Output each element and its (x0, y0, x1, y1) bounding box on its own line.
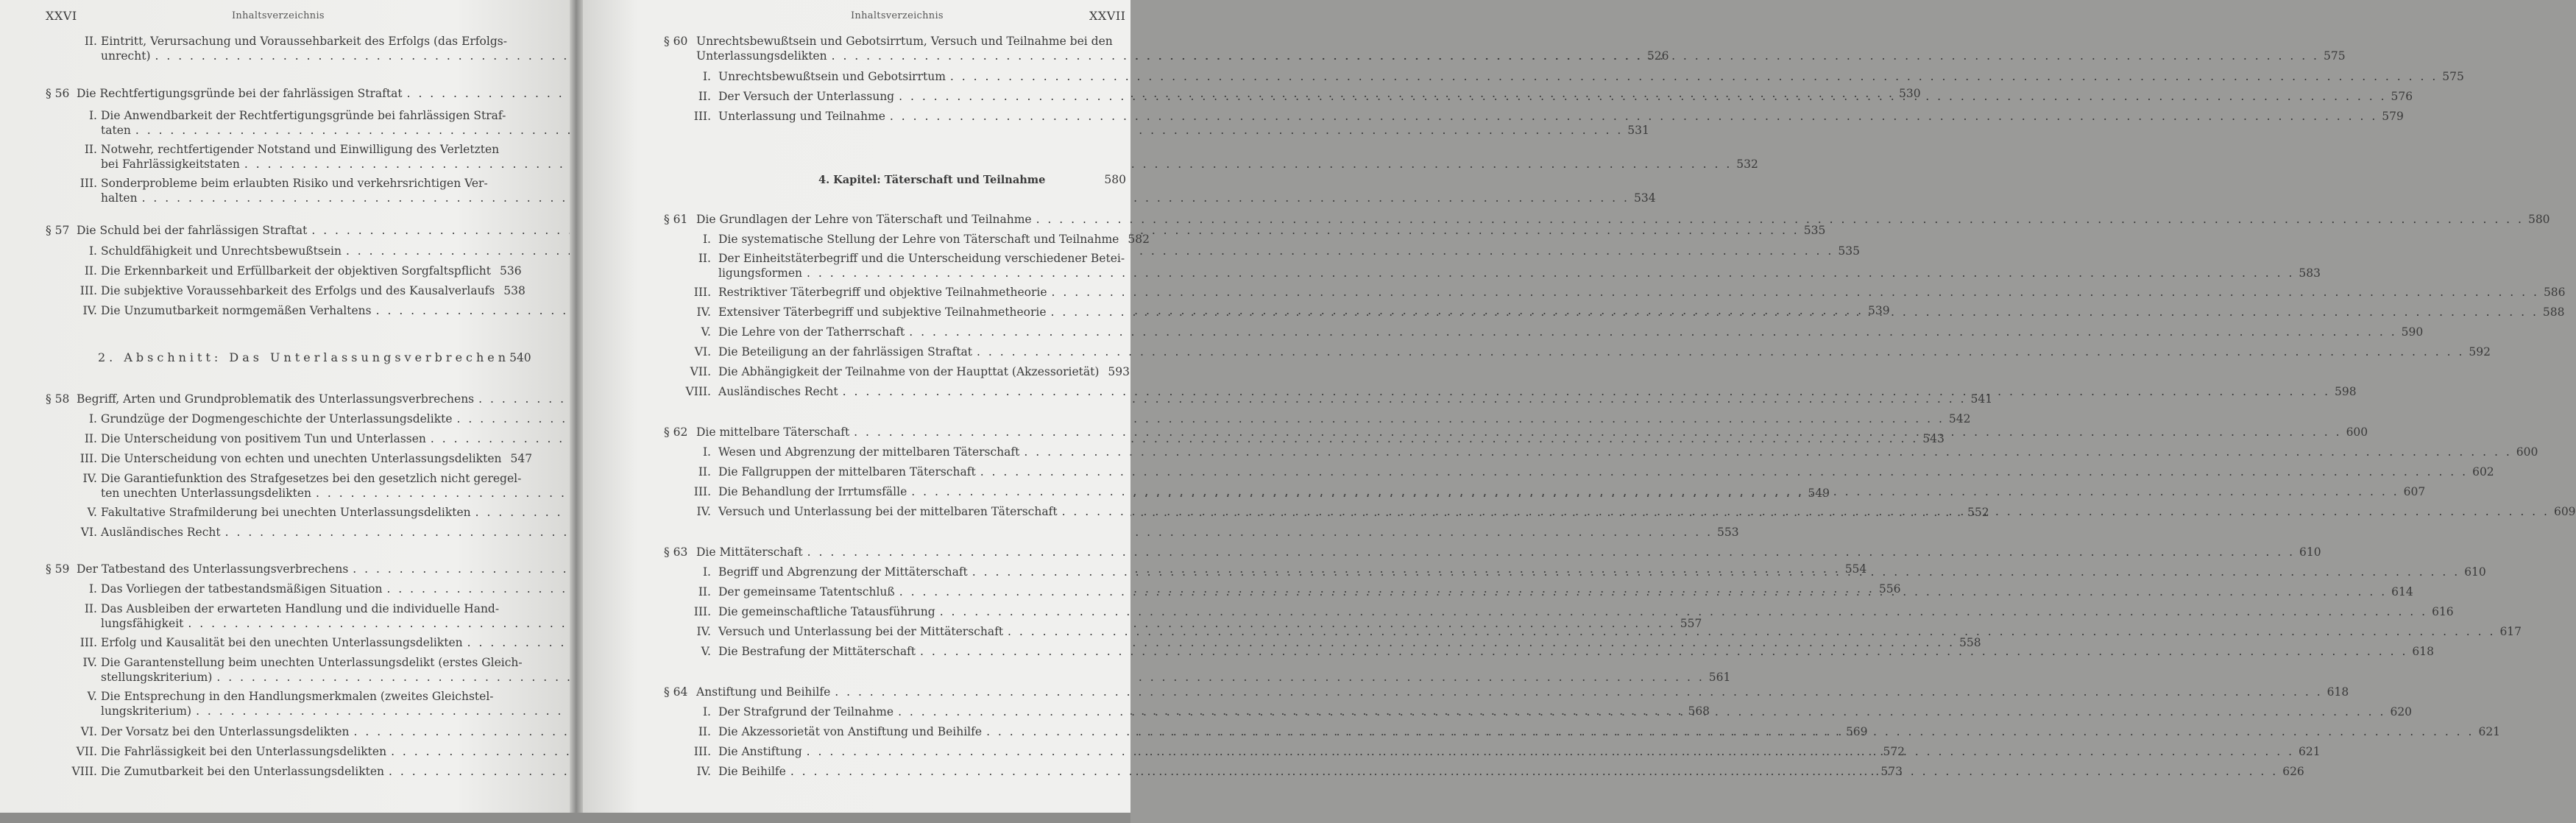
entry-title: stellungskriterium) (101, 671, 213, 684)
dot-leader (980, 465, 2468, 479)
subsection-number: I. (88, 244, 97, 258)
entry-title: Die Bestrafung der Mittäterschaft (718, 645, 916, 658)
page-ref: 549 (1808, 487, 1830, 500)
subsection-number: IV. (696, 305, 711, 319)
subsection-number: IV. (82, 304, 97, 317)
page-ref: 582 (1128, 233, 1150, 246)
entry-title: Ausländisches Recht (718, 385, 838, 398)
subsection-number: II. (698, 465, 711, 478)
page-ref: 547 (510, 452, 533, 465)
page-ref: 532 (1736, 158, 1758, 171)
subsection-number: II. (698, 90, 711, 103)
entry-title: Die gemeinschaftliche Tatausführung (718, 605, 935, 618)
page-ref: 621 (2478, 725, 2501, 738)
dot-leader (986, 724, 2474, 739)
subsection-number: VII. (690, 365, 711, 378)
subsection-number: VI. (80, 725, 97, 738)
entry-title: Die Beihilfe (718, 765, 786, 778)
dot-leader (950, 69, 2438, 84)
page-ref: 614 (2391, 585, 2413, 598)
subsection-number: III. (79, 452, 97, 465)
entry-title: Die mittelbare Täterschaft (696, 425, 850, 439)
subsection-number: VIII. (71, 765, 97, 778)
subsection-number: III. (79, 177, 97, 190)
subsection-number: I. (702, 565, 711, 579)
page-ref: 540 (509, 351, 531, 364)
entry-title: Unrechtsbewußtsein und Gebotsirrtum, Versuch und Teilnahme bei den (696, 35, 1113, 48)
page-ref: 542 (1948, 412, 1971, 425)
page-ref: 600 (2516, 445, 2538, 459)
dot-leader (890, 109, 2377, 124)
page-ref: 610 (2464, 565, 2486, 579)
subsection-number: II. (84, 264, 97, 278)
subsection-number: I. (88, 412, 97, 425)
entry-title: Die Erkennbarkeit und Erfüllbarkeit der objektiven Sorgfaltspflicht (101, 264, 492, 278)
subsection-number: V. (701, 645, 711, 658)
entry-title: Wesen und Abgrenzung der mittelbaren Täterschaft (718, 445, 1020, 459)
subsection-number: I. (702, 70, 711, 83)
entry-title: Die Rechtfertigungsgründe bei der fahrlässigen Straftat (77, 87, 403, 100)
paragraph-number: § 58 (46, 392, 70, 406)
entry-title: Das Vorliegen der tatbestandsmäßigen Situation (101, 582, 383, 596)
book-gutter (570, 0, 583, 823)
chapter-title: 4. Kapitel: Täterschaft und Teilnahme (818, 174, 1046, 186)
entry-title: Ausländisches Recht (101, 526, 221, 539)
dot-leader (807, 744, 2294, 759)
page-ref: 621 (2299, 745, 2321, 758)
subsection-number: III. (79, 284, 97, 297)
page-ref: 626 (2282, 765, 2304, 778)
entry-title: Die Lehre von der Tatherrschaft (718, 325, 905, 339)
section-title: 2. Abschnitt: Das Unterlassungsverbrechen (98, 350, 510, 364)
entry-title: Die Fahrlässigkeit bei den Unterlassungsdelikten (101, 745, 387, 758)
entry-title: Schuldfähigkeit und Unrechtsbewußtsein (101, 244, 342, 258)
page-ref: 531 (1627, 124, 1649, 137)
page-ref: 572 (1883, 745, 1906, 758)
dot-leader (1052, 285, 2539, 300)
entry-title: lungsfähigkeit (101, 617, 184, 630)
subsection-number: I. (88, 582, 97, 596)
subsection-number: V. (701, 325, 711, 339)
entry-title: Anstiftung und Beihilfe (696, 685, 831, 699)
dot-leader (899, 89, 2386, 104)
subsection-number: I. (702, 445, 711, 459)
dot-leader (843, 384, 2330, 399)
subsection-number: VIII. (685, 385, 711, 398)
subsection-number: IV. (696, 625, 711, 638)
subsection-number: III. (693, 605, 711, 618)
page-ref: 602 (2472, 465, 2494, 478)
subsection-number: II. (84, 143, 97, 156)
page-ref: 569 (1845, 725, 1868, 738)
dot-leader (832, 49, 2319, 63)
page-ref: 583 (2299, 266, 2321, 280)
dot-leader (807, 545, 2295, 559)
paragraph-number: § 62 (664, 425, 688, 439)
entry-title: Unterlassungsdelikten (696, 49, 827, 63)
page-ref: 556 (1878, 582, 1901, 596)
entry-title: Die subjektive Voraussehbarkeit des Erfolgs und des Kausalverlaufs (101, 284, 495, 297)
page-ref: 557 (1680, 617, 1702, 630)
entry-title: Die Abhängigkeit der Teilnahme von der Haupttat (Akzessorietät) (718, 365, 1100, 378)
entry-title: Die Entsprechung in den Handlungsmerkmalen (zweites Gleichstel- (101, 690, 494, 703)
subsection-number: II. (84, 602, 97, 615)
paragraph-number: § 59 (46, 562, 70, 576)
dot-leader (920, 644, 2407, 659)
dot-leader (1024, 445, 2511, 459)
page-ref: 543 (1922, 432, 1945, 445)
entry-title: Die Anstiftung (718, 745, 802, 758)
entry-title: Notwehr, rechtfertigender Notstand und Einwilligung des Verletzten (101, 143, 500, 156)
subsection-number: III. (693, 745, 711, 758)
subsection-number: VII. (76, 745, 97, 758)
page-ref: 558 (1959, 636, 1981, 649)
paragraph-number: § 64 (664, 685, 688, 699)
page-ref: 609 (2553, 505, 2576, 518)
dot-leader (1062, 504, 2550, 519)
subsection-number: IV. (82, 656, 97, 669)
page-ref: 534 (1633, 191, 1656, 205)
subsection-number: II. (698, 585, 711, 598)
entry-title: Die Unzumutbarkeit normgemäßen Verhaltens (101, 304, 372, 317)
page-ref: 575 (2323, 49, 2346, 63)
page-ref: 617 (2499, 625, 2522, 638)
entry-title: Die Unterscheidung von positivem Tun und Unterlassen (101, 432, 426, 445)
subsection-number: IV. (696, 505, 711, 518)
dot-leader (899, 584, 2387, 599)
dot-leader (854, 425, 2341, 439)
subsection-number: II. (84, 432, 97, 445)
paragraph-number: § 63 (664, 545, 688, 559)
page-ref: 541 (1970, 392, 1993, 406)
page-ref: 580 (2527, 213, 2550, 226)
entry-title: Sonderprobleme beim erlaubten Risiko und verkehrsrichtigen Ver- (101, 177, 488, 190)
entry-title: Das Ausbleiben der erwarteten Handlung und die individuelle Hand- (101, 602, 500, 615)
entry-title: Die systematische Stellung der Lehre von Täterschaft und Teilnahme (718, 233, 1119, 246)
page-ref: 552 (1967, 506, 1989, 519)
entry-title: Extensiver Täterbegriff und subjektive Teilnahmetheorie (718, 305, 1047, 319)
subsection-number: IV. (696, 765, 711, 778)
page-ref: 607 (2403, 485, 2426, 498)
entry-title: Unrechtsbewußtsein und Gebotsirrtum (718, 70, 946, 83)
entry-title: Die Schuld bei der fahrlässigen Straftat (77, 224, 308, 237)
subsection-number: VI. (80, 526, 97, 539)
entry-title: Grundzüge der Dogmengeschichte der Unterlassungsdelikte (101, 412, 453, 425)
page-ref: 575 (2442, 70, 2464, 83)
page-ref: 535 (1838, 244, 1860, 258)
subsection-number: II. (698, 725, 711, 738)
subsection-number: II. (698, 252, 711, 265)
dot-leader (807, 266, 2294, 280)
subsection-number: III. (693, 485, 711, 498)
left-running-head: Inhaltsverzeichnis (232, 10, 325, 21)
entry-title: Der gemeinsame Tatentschluß (718, 585, 895, 598)
subsection-number: II. (84, 35, 97, 48)
section-heading (98, 350, 531, 365)
page-ref: 600 (2346, 425, 2368, 439)
page-ref: 598 (2335, 385, 2357, 398)
subsection-number: VI. (694, 345, 711, 358)
entry-title: ten unechten Unterlassungsdelikten (101, 487, 312, 500)
page-ref: 554 (1844, 562, 1867, 576)
entry-title: Die Garantiefunktion des Strafgesetzes bei den gesetzlich nicht geregel- (101, 472, 522, 485)
scan-edge (0, 813, 1130, 823)
entry-title: Begriff und Abgrenzung der Mittäterschaft (718, 565, 968, 579)
page-ref: 592 (2469, 345, 2491, 358)
subsection-number: I. (702, 233, 711, 246)
entry-title: Die Akzessorietät von Anstiftung und Beihilfe (718, 725, 983, 738)
page-ref: 610 (2299, 545, 2321, 559)
dot-leader (977, 345, 2464, 359)
dot-leader (835, 685, 2322, 699)
entry-title: Die Behandlung der Irrtumsfälle (718, 485, 907, 498)
subsection-number: I. (88, 109, 97, 122)
entry-title: Die Unterscheidung von echten und unechten Unterlassungsdelikten (101, 452, 502, 465)
entry-title: lungskriterium) (101, 704, 192, 718)
page-ref: 573 (1880, 765, 1903, 778)
page-ref: 526 (1646, 49, 1669, 63)
right-page-number: XXVII (1089, 9, 1126, 23)
entry-title: bei Fahrlässigkeitstaten (101, 158, 240, 171)
page-ref: 535 (1803, 224, 1826, 237)
chapter-heading (715, 172, 1126, 188)
page-ref: 553 (1717, 526, 1739, 539)
page-ref: 618 (2412, 645, 2435, 658)
entry-title: taten (101, 124, 131, 137)
subsection-number: V. (87, 690, 97, 703)
dot-leader (898, 704, 2385, 719)
entry-title: Der Tatbestand des Unterlassungsverbrechens (77, 562, 349, 576)
entry-title: Eintritt, Verursachung und Voraussehbarkeit des Erfolgs (das Erfolgs- (101, 35, 507, 48)
entry-title: Die Zumutbarkeit bei den Unterlassungsdelikten (101, 765, 384, 778)
entry-title: Fakultative Strafmilderung bei unechten Unterlassungsdelikten (101, 506, 471, 519)
entry-title: Der Strafgrund der Teilnahme (718, 705, 894, 718)
page-ref: 590 (2401, 325, 2424, 339)
dot-leader (972, 565, 2460, 579)
paragraph-number: § 57 (46, 224, 70, 237)
entry-title: unrecht) (101, 49, 151, 63)
page-ref: 620 (2390, 705, 2413, 718)
page-ref: 593 (1108, 365, 1130, 378)
subsection-number: III. (693, 286, 711, 299)
right-running-head: Inhaltsverzeichnis (851, 10, 944, 21)
entry-title: Die Beteiligung an der fahrlässigen Straftat (718, 345, 973, 358)
page-ref: 568 (1688, 704, 1710, 718)
entry-title: halten (101, 191, 138, 205)
entry-title: Die Anwendbarkeit der Rechtfertigungsgründe bei fahrlässigen Straf- (101, 109, 506, 122)
subsection-number: III. (79, 636, 97, 649)
dot-leader (1051, 305, 2538, 319)
page-ref: 561 (1708, 671, 1731, 684)
subsection-number: V. (87, 506, 97, 519)
dot-leader (911, 484, 2399, 499)
entry-title: Erfolg und Kausalität bei den unechten Unterlassungsdelikten (101, 636, 463, 649)
paragraph-number: § 61 (664, 213, 688, 226)
paragraph-number: § 60 (664, 35, 688, 48)
dot-leader (1036, 212, 2524, 227)
entry-title: Versuch und Unterlassung bei der mittelbaren Täterschaft (718, 505, 1058, 518)
subsection-number: III. (693, 110, 711, 123)
dot-leader (909, 325, 2396, 339)
page-ref: 530 (1898, 87, 1921, 100)
page-ref: 576 (2391, 90, 2413, 103)
page-ref: 586 (2543, 286, 2566, 299)
page-ref: 539 (1868, 304, 1890, 317)
page-ref: 538 (503, 284, 526, 297)
entry-title: Die Mittäterschaft (696, 545, 803, 559)
paragraph-number: § 56 (46, 87, 70, 100)
entry-title: Unterlassung und Teilnahme (718, 110, 885, 123)
dot-leader (790, 764, 2278, 779)
entry-title: Begriff, Arten und Grundproblematik des Unterlassungsverbrechens (77, 392, 475, 406)
page-ref: 580 (1104, 173, 1126, 186)
page-ref: 579 (2382, 110, 2404, 123)
page-ref: 618 (2326, 685, 2349, 699)
entry-title: Versuch und Unterlassung bei der Mittäterschaft (718, 625, 1004, 638)
entry-title: Der Vorsatz bei den Unterlassungsdelikten (101, 725, 350, 738)
page-ref: 616 (2432, 605, 2454, 618)
entry-title: Die Grundlagen der Lehre von Täterschaft und Teilnahme (696, 213, 1032, 226)
entry-title: ligungsformen (718, 266, 803, 280)
entry-title: Restriktiver Täterbegriff und objektive Teilnahmetheorie (718, 286, 1047, 299)
entry-title: Der Versuch der Unterlassung (718, 90, 895, 103)
page-ref: 588 (2542, 305, 2565, 319)
dot-leader (940, 604, 2427, 619)
entry-title: Der Einheitstäterbegriff und die Unterscheidung verschiedener Betei- (718, 252, 1125, 265)
page-ref: 536 (500, 264, 522, 278)
entry-title: Die Fallgruppen der mittelbaren Täterschaft (718, 465, 976, 478)
subsection-number: IV. (82, 472, 97, 485)
subsection-number: I. (702, 705, 711, 718)
dot-leader (1008, 624, 2495, 639)
entry-title: Die Garantenstellung beim unechten Unterlassungsdelikt (erstes Gleich- (101, 656, 523, 669)
left-page-number: XXVI (46, 9, 77, 23)
